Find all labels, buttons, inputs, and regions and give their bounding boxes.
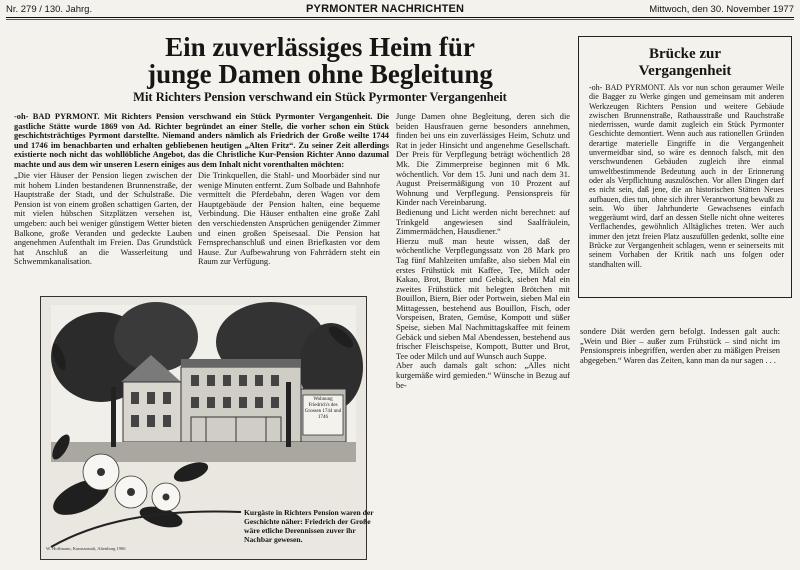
masthead xyxy=(6,3,794,17)
plaque-inscription: Wohnung Friedrich's des Grossen 1744 und 1746 xyxy=(304,397,342,420)
sidebar-headline-line-2: Vergangenheit xyxy=(638,63,732,79)
newspaper-name: PYRMONTER NACHRICHTEN xyxy=(306,3,465,15)
sidebar-headline xyxy=(590,46,780,80)
article-continuation: sondere Diät werden gern befolgt. Indessen galt auch: „Wein und Bier – außer zum Frühstück – sind nicht im Pensionspreis inbegriffen, werden aber zu mäßigen Preisen abgegeben.“ Waren das Zeiten, kann man da nur sagen . . . xyxy=(580,327,780,365)
article-column-2: Die Trinkquellen, die Stahl- und Moorbäder sind nur wenige Minuten entfernt. Zum Solbade und Bahnhofe vermittelt die Pferdebahn, deren Wagen vor dem Hauptgebäude der Pension halten, eine bequeme Verbindung. Die Häuser enthalten eine große Zahl den verschiedensten Ansprüchen genügender Zimmer und einen großen Speisesaal. Die Pension hat Fernsprechanschluß und einen Briefkasten vor dem Hause. Zur Aufbewahrung von Fahrrädern steht ein Raum zur Verfügung. xyxy=(198,171,380,267)
sidebar-text: -oh- BAD PYRMONT. Als vor nun schon geraumer Weile die Bagger zu Werke gingen und gemeinsam mit anderen Werkzeugen Richters Pension und weitere Gebäude zwischen Brunnenstraße, Rathausstraße und Rauchstraße niederrissen, wurde damit zugleich ein Stück Pyrmonter Geschichte demontiert. Wenn auch aus rationellen Gründen derartige materielle Eingriffe in die Vergangenheit unvermeidbar sind, so wäre es dennoch falsch, mit den verschwundenen Gebäuden zugleich ihre einmal umweltbestimmende Bedeutung auch in der Erinnerung oder als Verpflichtung auszulöschen. Vor allen Dingen darf es nicht sein, daß jene, die an historischen Stätten Neues aufbauen, dies tun, ohne sich ihrer Verantwortung bewußt zu sein. Wo über Jahrhunderte Gewachsenes einfach weggeräumt wird, darf an dessen Stelle nicht ohne weiteres Verflachendes, gewöhnlich Alltägliches treten. Wer auch immer den jetzt freien Platz auszufüllen gedenkt, sollte eine Brücke zur Vergangenheit schlagen, wenn er seinerseits mit seinem Vorhaben der Kritik nach uns folgen oder standhalten will. xyxy=(589,83,784,269)
article-column-3: Junge Damen ohne Begleitung, deren sich die beiden Hausfrauen gerne besonders annehmen, finden bei uns ein zuverlässiges Heim, Schutz und Rat in jeder Hinsicht und angenehme Gesellschaft. Der Preis für Verpflegung beträgt wöchentlich 28 Mk. Die Zimmerpreise beginnen mit 6 Mk. wöchentlich. Vor dem 15. Juni und nach dem 31. August Preisermäßigung von 10 Prozent auf Wohnung und Verpflegung. Pensionspreis für Kinder nach Vereinbarung. Bedienung und Licht werden nicht berechnet: auf Trinkgeld angewiesen sind Saalfräulein, Zimmermädchen, Hausdiener.“ Hierzu muß man heute wissen, daß der wöchentliche Verpflegungssatz von 28 Mark pro Tag fünf Mahlzeiten umfaßte, also sieben Mal ein erstes Frühstück mit Kaffee, Tee, Milch oder Kakao, Brot, Butter und Gebäck, sieben Mal ein zweites Frühstück mit belegten Brötchen mit Bouillon, Biern, Bier oder Portwein, sieben Mal ein Mittagessen, bestehend aus Bouillon, Fisch, oder Vorspeisen, Braten, Gemüse, Kompott und süßer Speise, sieben Mal Nachmittagskaffee mit feinem Gebäck und sieben Mal Abendessen, bestehend aus frischer Fleischspeise, Kompott, Butter und Brot, Tee oder Milch und auf Wunsch auch Suppe. Aber auch damals galt schon: „Alles nicht kurgemäße wird gemieden.“ Wünsche in Bezug auf be- xyxy=(396,112,570,390)
issue-number: Nr. 279 / 130. Jahrg. xyxy=(6,4,93,15)
illustration-caption: Kurgäste in Richters Pension waren der Geschichte näher: Friedrich der Große wäre etliche Derennissen zuver ihr Nachbar gewesen. xyxy=(244,508,374,544)
article-column-1: „Die vier Häuser der Pension liegen zwischen der mit hohem Linden bestandenen Brunnenstraße, der Hauptstraße der Stadt, und der Schulstraße. Die Pension ist von einem großen schattigen Garten, der mit vielen hübschen Sitzplätzen versehen ist, umgeben: auch bei weniger günstigem Wetter bieten Balkone, große Veranden und gedeckte Lauben angenehmen Aufenthalt im Freien. Das Grundstück hat Anschluß an die Wasserleitung und Schwemmkanalisation. xyxy=(14,171,192,267)
illustration-credit: W. Hoffmann, Kunstanstalt, Altenburg 1906 xyxy=(46,546,126,551)
article-headline xyxy=(90,34,550,88)
article-subheadline: Mit Richters Pension verschwand ein Stück Pyrmonter Vergangenheit xyxy=(133,90,507,104)
masthead-rule xyxy=(6,17,794,18)
headline-line-2: junge Damen ohne Begleitung xyxy=(147,59,493,89)
sidebar-headline-line-1: Brücke zur xyxy=(648,46,722,62)
article-lead: -oh- BAD PYRMONT. Mit Richters Pension verschwand ein Stück Pyrmonter Vergangenheit. Die gastliche Stätte wurde 1869 von Ad. Richter begründet an einer Stelle, die vorher schon ein Stück geschichtsträchtiges Pyrmont darstellte. Niemand anders nämlich als Friedrich der Große weilte 1744 und 1746 im benachbarten und erhalten gebliebenen heutigen „Alten Fritz“. Zu seiner Zeit allerdings existierte noch nicht das wohllöbliche Angebot, das die Christliche Kur-Pension Richter Anno dazumal machte und aus dem wir unseren Lesern einiges aus dem Inhalt nicht vorenthalten möchten: xyxy=(14,112,389,169)
headline-line-1: Ein zuverlässiges Heim für xyxy=(165,32,475,62)
issue-date: Mittwoch, den 30. November 1977 xyxy=(649,4,794,15)
masthead-rule-thin xyxy=(6,19,794,20)
